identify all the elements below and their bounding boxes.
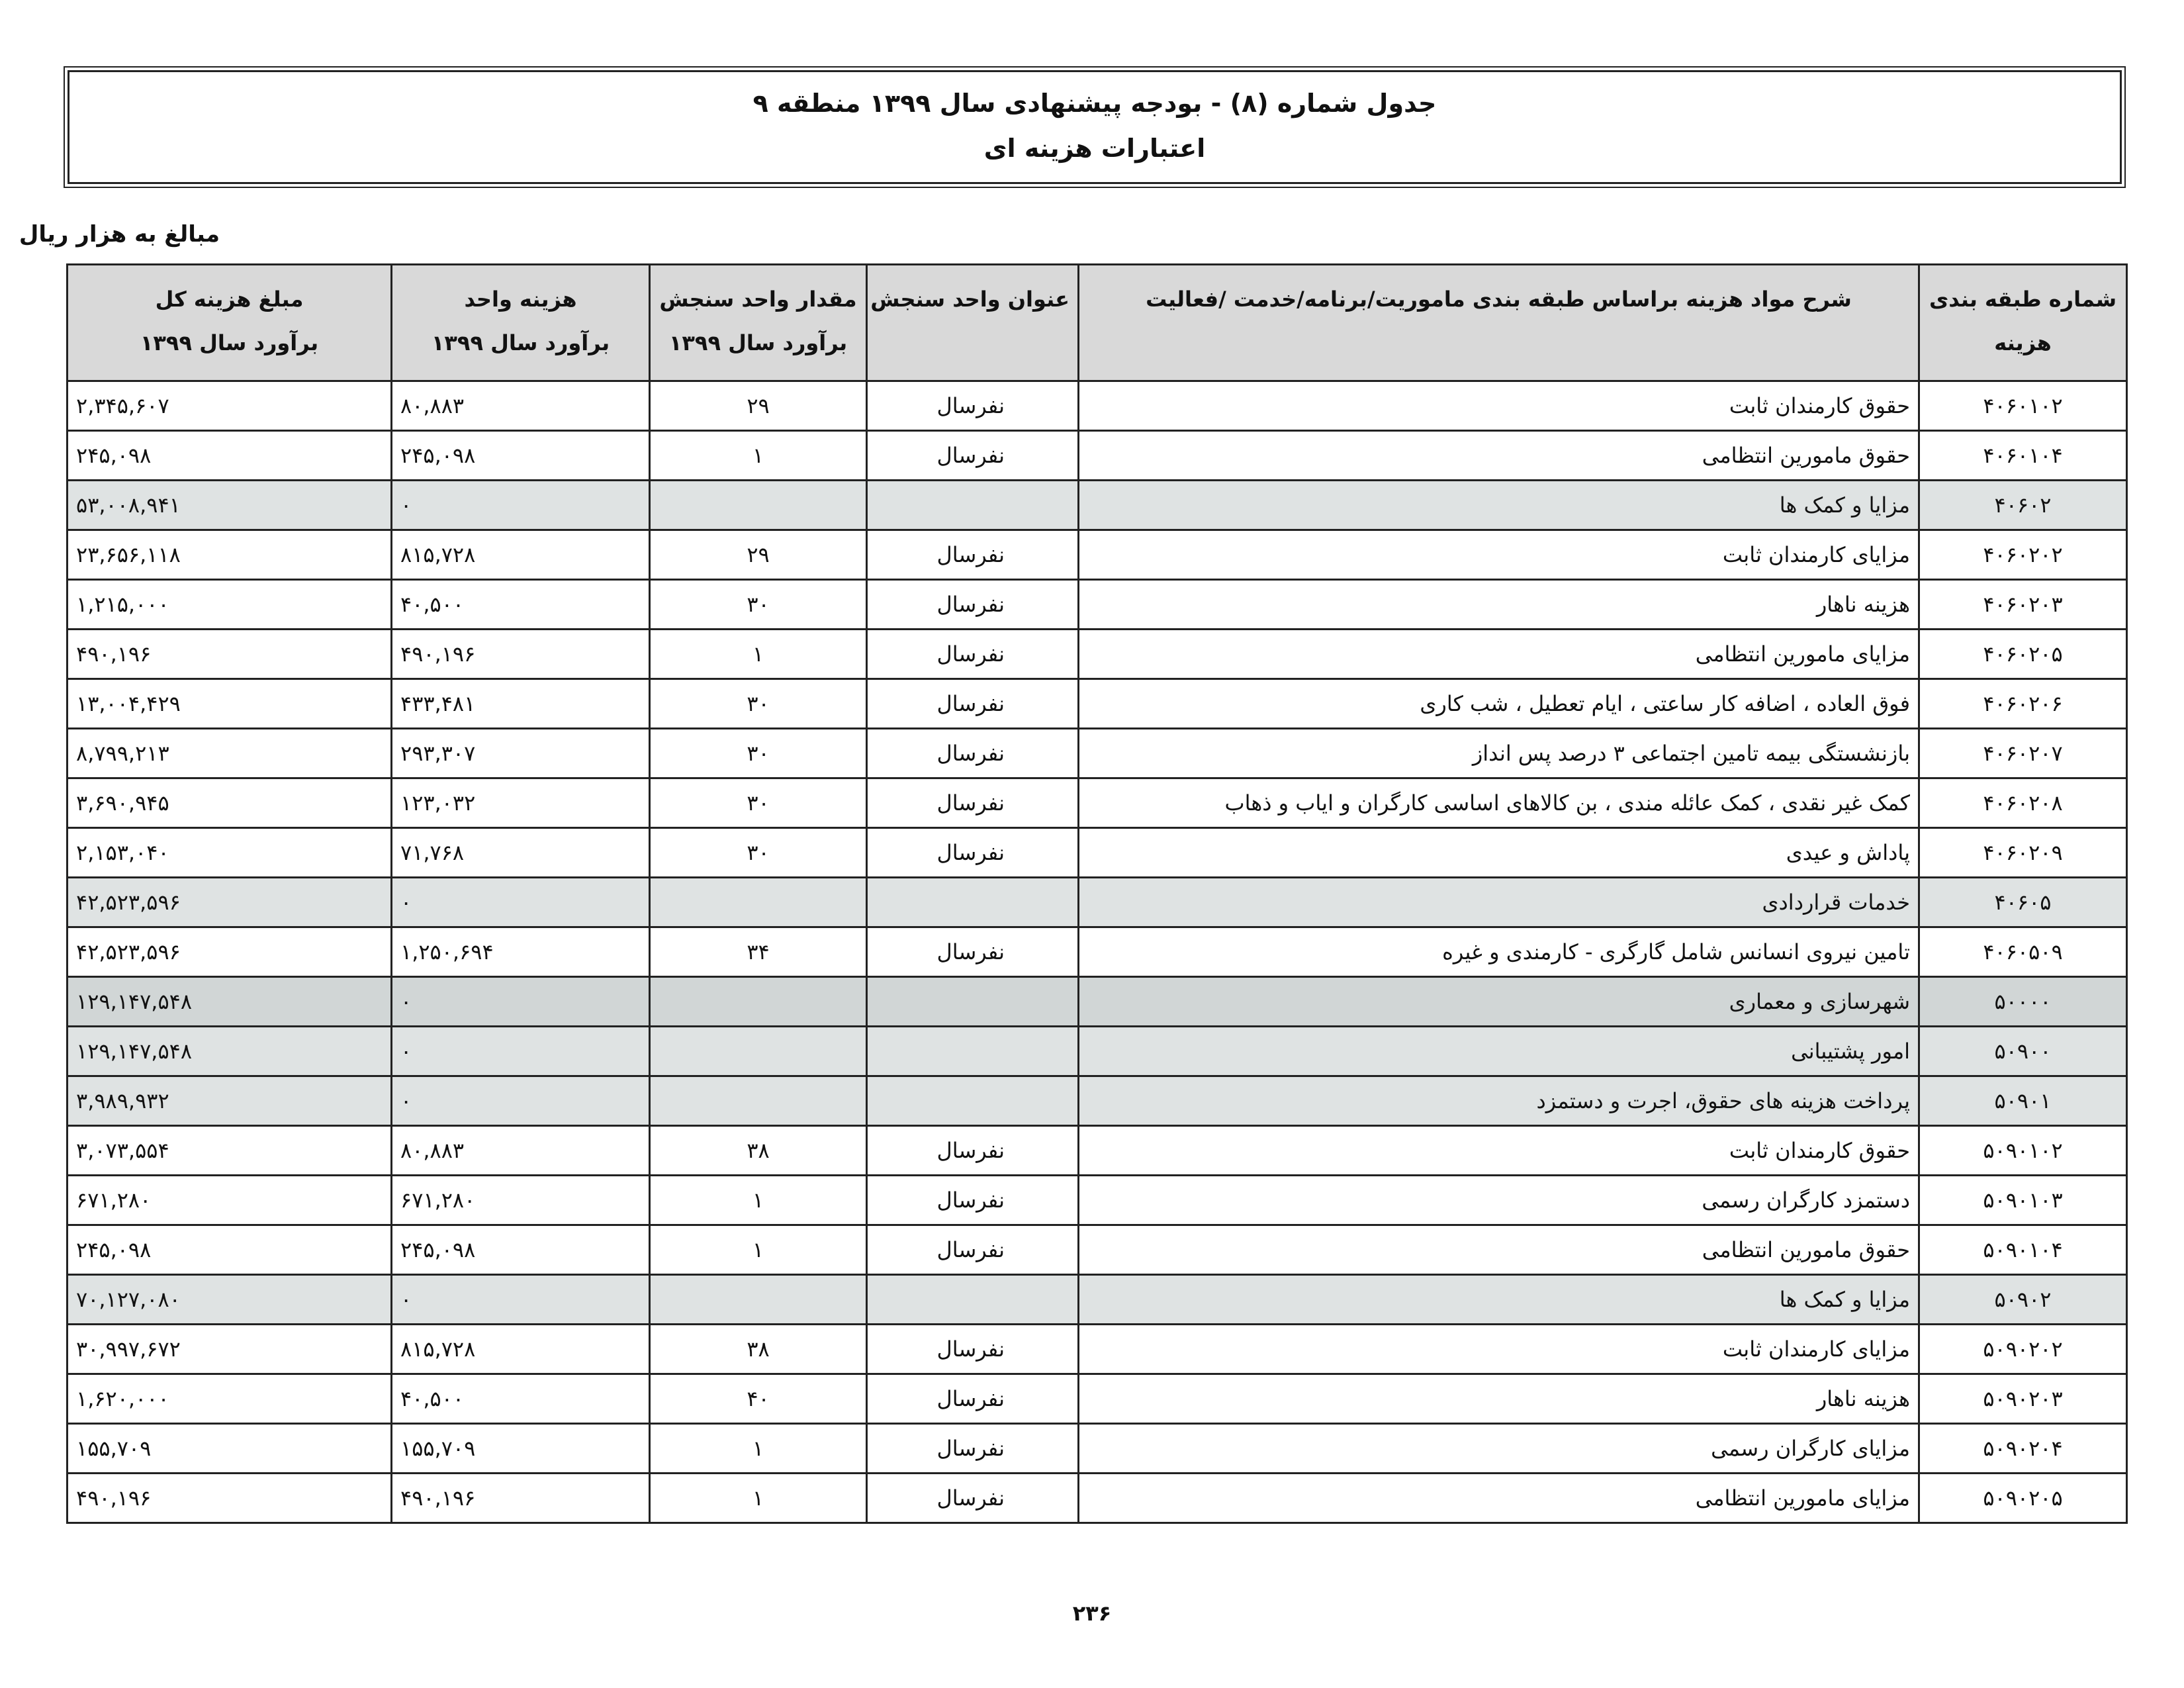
table-row [68,381,2127,431]
cell-code: ۴۰۶۰۲۰۷ [1919,729,2127,778]
cell-description: پرداخت هزینه های حقوق، اجرت و دستمزد [1079,1076,1919,1126]
table-row [68,1275,2127,1325]
cell-quantity: ۳۰ [650,778,867,828]
cell-quantity [650,481,867,530]
cell-total: ۸,۷۹۹,۲۱۳ [68,729,392,778]
cell-unit [867,1275,1079,1325]
cell-unit: نفرسال [867,729,1079,778]
cell-unit-cost: ۲۹۳,۳۰۷ [392,729,650,778]
units-note: مبالغ به هزار ریال [19,221,220,248]
cell-unit [867,977,1079,1027]
cell-unit-cost: ۰ [392,977,650,1027]
cell-unit-cost: ۸۰,۸۸۳ [392,381,650,431]
cell-description: هزینه ناهار [1079,1374,1919,1424]
table-row [68,679,2127,729]
cell-description: بازنشستگی بیمه تامین اجتماعی ۳ درصد پس انداز [1079,729,1919,778]
cell-description: حقوق کارمندان ثابت [1079,381,1919,431]
cell-description: مزایای کارمندان ثابت [1079,1325,1919,1374]
cell-code: ۵۰۹۰۲۰۲ [1919,1325,2127,1374]
cell-description: حقوق کارمندان ثابت [1079,1126,1919,1176]
cell-quantity: ۳۰ [650,828,867,878]
table-row [68,828,2127,878]
cell-unit-cost: ۰ [392,481,650,530]
cell-total: ۱۵۵,۷۰۹ [68,1424,392,1474]
cell-code: ۴۰۶۰۲۰۲ [1919,530,2127,580]
header-description: شرح مواد هزینه براساس طبقه بندی ماموریت/برنامه/خدمت /فعالیت [1079,265,1919,381]
cell-code: ۴۰۶۰۲۰۶ [1919,679,2127,729]
cell-code: ۴۰۶۰۲۰۸ [1919,778,2127,828]
header-quantity: مقدار واحد سنجش برآورد سال ۱۳۹۹ [650,265,867,381]
cell-description: حقوق مامورین انتظامی [1079,1225,1919,1275]
cell-description: مزایای کارمندان ثابت [1079,530,1919,580]
page-number: ۲۳۶ [1072,1601,1112,1626]
cell-quantity [650,1027,867,1076]
table-body [68,381,2127,1523]
cell-unit [867,878,1079,927]
cell-description: امور پشتیبانی [1079,1027,1919,1076]
cell-quantity: ۳۸ [650,1126,867,1176]
cell-unit-cost: ۸۰,۸۸۳ [392,1126,650,1176]
table-row [68,778,2127,828]
cell-description: مزایای مامورین انتظامی [1079,630,1919,679]
cell-total: ۱۲۹,۱۴۷,۵۴۸ [68,977,392,1027]
cell-unit-cost: ۱۲۳,۰۳۲ [392,778,650,828]
table-row [68,580,2127,630]
cell-quantity: ۱ [650,1225,867,1275]
table-row [68,630,2127,679]
cell-quantity: ۱ [650,1474,867,1523]
cell-total: ۴۹۰,۱۹۶ [68,1474,392,1523]
cell-description: مزایای کارگران رسمی [1079,1424,1919,1474]
cell-quantity: ۱ [650,431,867,481]
cell-description: فوق العاده ، اضافه کار ساعتی ، ایام تعطیل ، شب کاری [1079,679,1919,729]
cell-description: مزایای مامورین انتظامی [1079,1474,1919,1523]
cell-unit: نفرسال [867,828,1079,878]
cell-total: ۲۳,۶۵۶,۱۱۸ [68,530,392,580]
table-row [68,1474,2127,1523]
table-row [68,729,2127,778]
cell-unit-cost: ۰ [392,1076,650,1126]
cell-total: ۳۰,۹۹۷,۶۷۲ [68,1325,392,1374]
cell-description: حقوق مامورین انتظامی [1079,431,1919,481]
cell-unit-cost: ۴۹۰,۱۹۶ [392,630,650,679]
header-code: شماره طبقه بندی هزینه [1919,265,2127,381]
cell-unit: نفرسال [867,630,1079,679]
table-row [68,1424,2127,1474]
cell-total: ۱۳,۰۰۴,۴۲۹ [68,679,392,729]
cell-quantity: ۳۰ [650,679,867,729]
cell-total: ۱,۶۲۰,۰۰۰ [68,1374,392,1424]
cell-quantity: ۱ [650,1424,867,1474]
cell-code: ۴۰۶۰۱۰۲ [1919,381,2127,431]
cell-description: مزایا و کمک ها [1079,481,1919,530]
table-row [68,878,2127,927]
table-row [68,481,2127,530]
header-unit-cost: هزینه واحد برآورد سال ۱۳۹۹ [392,265,650,381]
header-unit: عنوان واحد سنجش [867,265,1079,381]
cell-total: ۴۲,۵۲۳,۵۹۶ [68,927,392,977]
cell-code: ۵۰۹۰۲ [1919,1275,2127,1325]
cell-quantity: ۳۰ [650,580,867,630]
cell-description: پاداش و عیدی [1079,828,1919,878]
cell-quantity [650,1076,867,1126]
cell-unit: نفرسال [867,927,1079,977]
cell-code: ۵۰۹۰۲۰۴ [1919,1424,2127,1474]
cell-code: ۵۰۰۰۰ [1919,977,2127,1027]
table-row [68,1176,2127,1225]
cell-unit-cost: ۰ [392,1027,650,1076]
cell-quantity: ۲۹ [650,381,867,431]
cell-unit: نفرسال [867,381,1079,431]
cell-unit-cost: ۴۰,۵۰۰ [392,580,650,630]
table-row [68,530,2127,580]
cell-unit-cost: ۱,۲۵۰,۶۹۴ [392,927,650,977]
cell-total: ۲,۱۵۳,۰۴۰ [68,828,392,878]
cell-unit-cost: ۰ [392,1275,650,1325]
cell-total: ۱۲۹,۱۴۷,۵۴۸ [68,1027,392,1076]
table-row [68,1225,2127,1275]
cell-quantity: ۲۹ [650,530,867,580]
table-row [68,1126,2127,1176]
cell-code: ۵۰۹۰۱۰۲ [1919,1126,2127,1176]
cell-code: ۴۰۶۰۲۰۳ [1919,580,2127,630]
cell-unit-cost: ۷۱,۷۶۸ [392,828,650,878]
cell-unit-cost: ۸۱۵,۷۲۸ [392,1325,650,1374]
cell-code: ۴۰۶۰۲۰۹ [1919,828,2127,878]
cell-unit-cost: ۰ [392,878,650,927]
table-row [68,1325,2127,1374]
cell-unit-cost: ۴۹۰,۱۹۶ [392,1474,650,1523]
cell-total: ۵۳,۰۰۸,۹۴۱ [68,481,392,530]
table-row [68,1076,2127,1126]
cell-total: ۲۴۵,۰۹۸ [68,1225,392,1275]
cell-unit: نفرسال [867,1424,1079,1474]
cell-total: ۳,۶۹۰,۹۴۵ [68,778,392,828]
cell-code: ۴۰۶۰۱۰۴ [1919,431,2127,481]
cell-code: ۴۰۶۰۲ [1919,481,2127,530]
cell-total: ۴۲,۵۲۳,۵۹۶ [68,878,392,927]
cell-unit-cost: ۲۴۵,۰۹۸ [392,1225,650,1275]
cell-description: شهرسازی و معماری [1079,977,1919,1027]
cell-unit: نفرسال [867,1126,1079,1176]
cell-total: ۶۷۱,۲۸۰ [68,1176,392,1225]
title-box [64,66,2126,188]
cell-unit: نفرسال [867,1176,1079,1225]
cell-quantity: ۳۸ [650,1325,867,1374]
table-row [68,1027,2127,1076]
cell-unit-cost: ۴۰,۵۰۰ [392,1374,650,1424]
cell-code: ۴۰۶۰۲۰۵ [1919,630,2127,679]
cell-total: ۳,۰۷۳,۵۵۴ [68,1126,392,1176]
cell-total: ۴۹۰,۱۹۶ [68,630,392,679]
cell-code: ۵۰۹۰۰ [1919,1027,2127,1076]
cell-quantity [650,1275,867,1325]
cell-quantity [650,977,867,1027]
table-title: جدول شماره (۸) - بودجه پیشنهادی سال ۱۳۹۹ منطقه ۹ [752,89,1437,118]
cell-total: ۱,۲۱۵,۰۰۰ [68,580,392,630]
cell-unit [867,1076,1079,1126]
cell-quantity: ۴۰ [650,1374,867,1424]
cell-quantity: ۳۴ [650,927,867,977]
budget-table [66,263,2128,1524]
cell-unit-cost: ۱۵۵,۷۰۹ [392,1424,650,1474]
cell-unit: نفرسال [867,778,1079,828]
cell-unit-cost: ۲۴۵,۰۹۸ [392,431,650,481]
cell-quantity: ۱ [650,630,867,679]
cell-code: ۵۰۹۰۱۰۴ [1919,1225,2127,1275]
cell-unit-cost: ۶۷۱,۲۸۰ [392,1176,650,1225]
cell-unit: نفرسال [867,530,1079,580]
cell-unit: نفرسال [867,679,1079,729]
cell-description: دستمزد کارگران رسمی [1079,1176,1919,1225]
cell-total: ۲,۳۴۵,۶۰۷ [68,381,392,431]
cell-unit-cost: ۴۳۳,۴۸۱ [392,679,650,729]
cell-unit: نفرسال [867,1325,1079,1374]
cell-total: ۷۰,۱۲۷,۰۸۰ [68,1275,392,1325]
cell-unit [867,1027,1079,1076]
cell-code: ۴۰۶۰۵۰۹ [1919,927,2127,977]
header-row [68,265,2127,381]
header-total: مبلغ هزینه کل برآورد سال ۱۳۹۹ [68,265,392,381]
table-row [68,927,2127,977]
cell-unit: نفرسال [867,1225,1079,1275]
table-row [68,431,2127,481]
cell-code: ۴۰۶۰۵ [1919,878,2127,927]
cell-quantity: ۳۰ [650,729,867,778]
cell-unit: نفرسال [867,1474,1079,1523]
table-row [68,977,2127,1027]
cell-description: خدمات قراردادی [1079,878,1919,927]
cell-code: ۵۰۹۰۲۰۵ [1919,1474,2127,1523]
cell-unit [867,481,1079,530]
cell-total: ۲۴۵,۰۹۸ [68,431,392,481]
cell-unit: نفرسال [867,1374,1079,1424]
cell-unit: نفرسال [867,431,1079,481]
cell-unit: نفرسال [867,580,1079,630]
cell-quantity: ۱ [650,1176,867,1225]
cell-code: ۵۰۹۰۲۰۳ [1919,1374,2127,1424]
cell-description: مزایا و کمک ها [1079,1275,1919,1325]
cell-code: ۵۰۹۰۱۰۳ [1919,1176,2127,1225]
cell-quantity [650,878,867,927]
cell-description: کمک غیر نقدی ، کمک عائله مندی ، بن کالاهای اساسی کارگران و ایاب و ذهاب [1079,778,1919,828]
cell-code: ۵۰۹۰۱ [1919,1076,2127,1126]
cell-total: ۳,۹۸۹,۹۳۲ [68,1076,392,1126]
table-subtitle: اعتبارات هزینه ای [983,134,1206,163]
cell-unit-cost: ۸۱۵,۷۲۸ [392,530,650,580]
table-row [68,1374,2127,1424]
cell-description: تامین نیروی انسانس شامل گارگری - کارمندی و غیره [1079,927,1919,977]
cell-description: هزینه ناهار [1079,580,1919,630]
